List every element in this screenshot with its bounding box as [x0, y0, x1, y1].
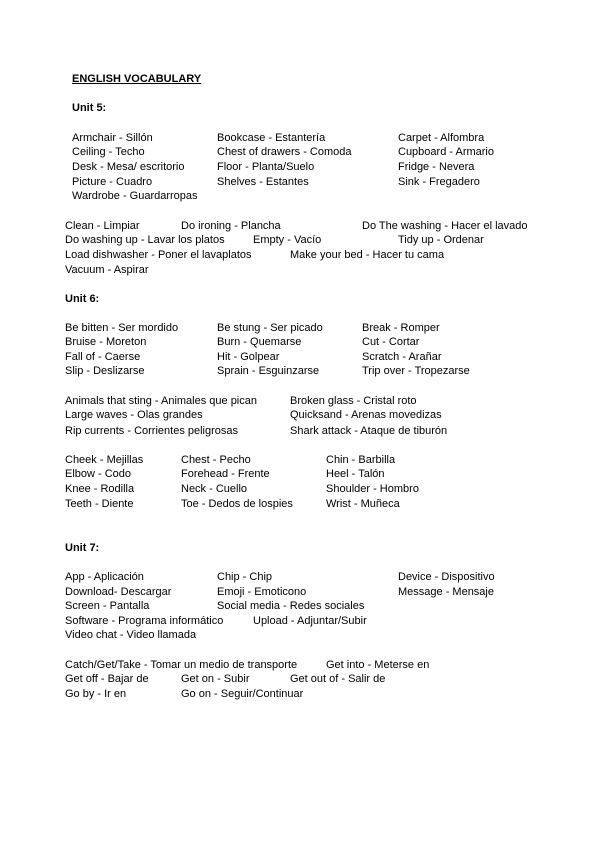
vocab-item: Bookcase - Estantería: [217, 132, 326, 144]
vocab-item: Desk - Mesa/ escritorio: [72, 161, 185, 173]
vocab-item: Broken glass - Cristal roto: [290, 395, 417, 407]
vocab-item: Hit - Golpear: [217, 351, 280, 363]
vocab-item: App - Aplicación: [65, 571, 144, 583]
vocab-item: Message - Mensaje: [398, 586, 494, 598]
vocab-item: Burn - Quemarse: [217, 336, 302, 348]
vocab-item: Do ironing - Plancha: [181, 220, 281, 232]
unit5-heading: Unit 5:: [72, 102, 107, 114]
vocab-item: Do The washing - Hacer el lavado: [362, 220, 528, 232]
vocab-item: Sprain - Esguinzarse: [217, 365, 320, 377]
vocab-item: Get into - Meterse en: [326, 659, 430, 671]
vocab-item: Break - Romper: [362, 322, 440, 334]
vocab-item: Picture - Cuadro: [72, 176, 153, 188]
vocab-item: Shark attack - Ataque de tiburón: [290, 425, 448, 437]
vocab-item: Toe - Dedos de lospies: [181, 498, 293, 510]
vocab-item: Heel - Talón: [326, 468, 385, 480]
vocab-item: Catch/Get/Take - Tomar un medio de transporte: [65, 659, 298, 671]
vocab-item: Vacuum - Aspirar: [65, 264, 149, 276]
vocab-item: Floor - Planta/Suelo: [217, 161, 315, 173]
vocab-item: Shoulder - Hombro: [326, 483, 419, 495]
vocab-item: Fridge - Nevera: [398, 161, 475, 173]
vocab-item: Cut - Cortar: [362, 336, 420, 348]
vocab-item: Social media - Redes sociales: [217, 600, 365, 612]
vocab-item: Chip - Chip: [217, 571, 273, 583]
unit7-heading: Unit 7:: [65, 542, 100, 554]
vocab-item: Emoji - Emoticono: [217, 586, 307, 598]
vocab-item: Large waves - Olas grandes: [65, 409, 203, 421]
vocab-item: Tidy up - Ordenar: [398, 234, 484, 246]
vocab-item: Quicksand - Arenas movedizas: [290, 409, 442, 421]
vocab-item: Software - Programa informático: [65, 615, 224, 627]
unit6-heading: Unit 6:: [65, 293, 100, 305]
vocab-item: Get on - Subir: [181, 673, 250, 685]
vocab-item: Rip currents - Corrientes peligrosas: [65, 425, 239, 437]
vocab-item: Go on - Seguir/Continuar: [181, 688, 304, 700]
vocab-item: Armchair - Sillón: [72, 132, 153, 144]
vocab-item: Shelves - Estantes: [217, 176, 309, 188]
vocab-item: Go by - Ir en: [65, 688, 127, 700]
vocab-item: Empty - Vacío: [253, 234, 322, 246]
vocab-item: Chest of drawers - Comoda: [217, 146, 352, 158]
vocab-item: Fall of - Caerse: [65, 351, 141, 363]
vocab-item: Wardrobe - Guardarropas: [72, 190, 198, 202]
vocab-item: Slip - Deslizarse: [65, 365, 145, 377]
vocab-item: Do washing up - Lavar los platos: [65, 234, 225, 246]
vocab-item: Cupboard - Armario: [398, 146, 494, 158]
vocab-item: Scratch - Arañar: [362, 351, 442, 363]
vocab-item: Be bitten - Ser mordido: [65, 322, 179, 334]
vocab-item: Download- Descargar: [65, 586, 172, 598]
vocab-item: Make your bed - Hacer tu cama: [290, 249, 445, 261]
vocab-item: Elbow - Codo: [65, 468, 132, 480]
vocab-item: Device - Dispositivo: [398, 571, 495, 583]
vocab-item: Get off - Bajar de: [65, 673, 149, 685]
vocab-item: Forehead - Frente: [181, 468, 270, 480]
vocab-item: Get out of - Salir de: [290, 673, 386, 685]
vocab-item: Teeth - Diente: [65, 498, 134, 510]
vocab-item: Bruise - Moreton: [65, 336, 147, 348]
vocab-item: Screen - Pantalla: [65, 600, 150, 612]
vocab-item: Chest - Pecho: [181, 454, 251, 466]
vocab-item: Animals that sting - Animales que pican: [65, 395, 257, 407]
vocab-item: Be stung - Ser picado: [217, 322, 323, 334]
vocab-item: Ceiling - Techo: [72, 146, 145, 158]
vocab-item: Carpet - Alfombra: [398, 132, 485, 144]
vocab-item: Chin - Barbilla: [326, 454, 396, 466]
vocab-item: Clean - Limpiar: [65, 220, 140, 232]
vocab-item: Trip over - Tropezarse: [362, 365, 470, 377]
vocab-item: Sink - Fregadero: [398, 176, 480, 188]
vocab-item: Wrist - Muñeca: [326, 498, 400, 510]
vocab-item: Load dishwasher - Poner el lavaplatos: [65, 249, 252, 261]
vocab-item: Video chat - Video llamada: [65, 629, 197, 641]
vocab-item: Knee - Rodilla: [65, 483, 135, 495]
vocab-item: Neck - Cuello: [181, 483, 248, 495]
vocab-item: Cheek - Mejillas: [65, 454, 144, 466]
vocab-item: Upload - Adjuntar/Subir: [253, 615, 367, 627]
page-title: ENGLISH VOCABULARY: [72, 73, 202, 85]
